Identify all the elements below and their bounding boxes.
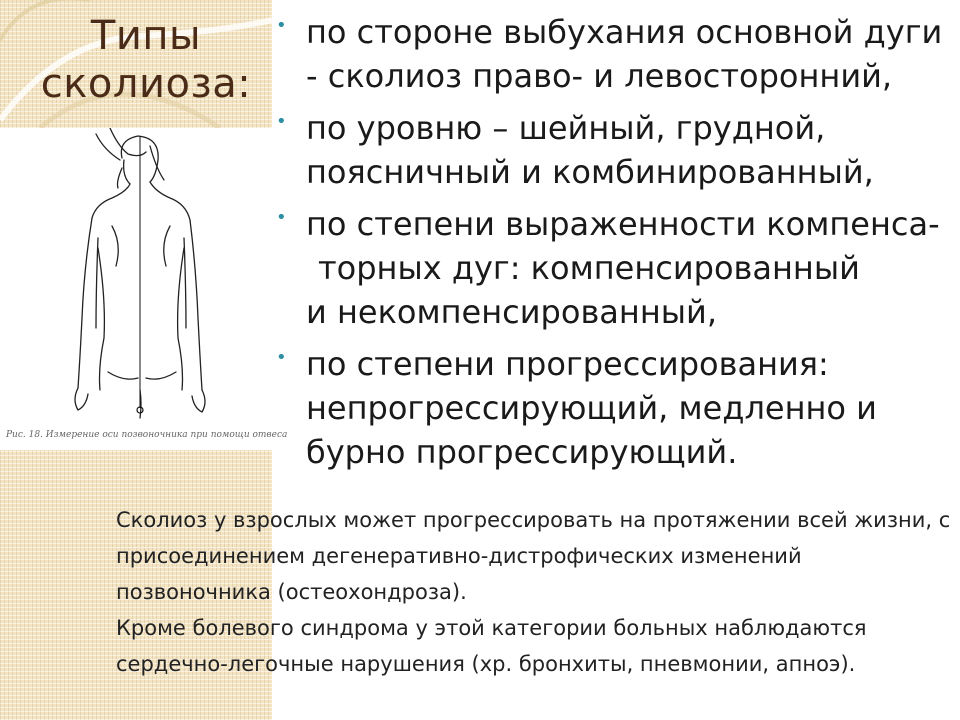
scoliosis-types-list (276, 10, 946, 482)
bullet-text: и некомпенсированный, (306, 293, 717, 331)
bullet-item (276, 10, 946, 98)
slide-title (30, 12, 262, 108)
human-back-spine-icon (0, 128, 272, 428)
note-paragraph: Сколиоз у взрослых может прогрессировать на протяжении всей жизни, с присоединением дегенеративно-дистрофических изменений позвоночника (остеохондроза). (116, 508, 951, 604)
bullet-text: по стороне выбухания основной дуги - сколиоз право- и левосторонний, (306, 13, 943, 95)
bullet-item (276, 106, 946, 194)
bullet-item (276, 342, 946, 474)
bullet-dot-icon: • (276, 111, 287, 132)
bullet-text: по степени прогрессирования: непрогрессирующий, медленно и бурно прогрессирующий. (306, 345, 877, 471)
bullet-text: торных дуг: компенсированный (318, 249, 860, 287)
spine-measurement-figure (0, 128, 288, 450)
bullet-dot-icon: • (276, 207, 287, 228)
slide-title-line-1: Типы (90, 13, 202, 59)
bullet-continuation (276, 246, 946, 290)
bullet-dot-icon: • (276, 15, 287, 36)
bullet-item (276, 202, 946, 246)
note-paragraph: Кроме болевого синдрома у этой категории больных наблюдаются сердечно-легочные нарушения (хр. бронхиты, пневмонии, апноэ). (116, 616, 867, 676)
bullet-text: по степени выраженности компенса- (306, 205, 940, 243)
slide-title-line-2: сколиоза: (40, 61, 252, 107)
bullet-continuation (276, 290, 946, 334)
adult-scoliosis-note (116, 502, 956, 682)
bullet-text: по уровню – шейный, грудной, поясничный и комбинированный, (306, 109, 874, 191)
figure-caption: Рис. 18. Измерение оси позвоночника при помощи отвеса (6, 430, 288, 440)
bullet-dot-icon: • (276, 347, 287, 368)
